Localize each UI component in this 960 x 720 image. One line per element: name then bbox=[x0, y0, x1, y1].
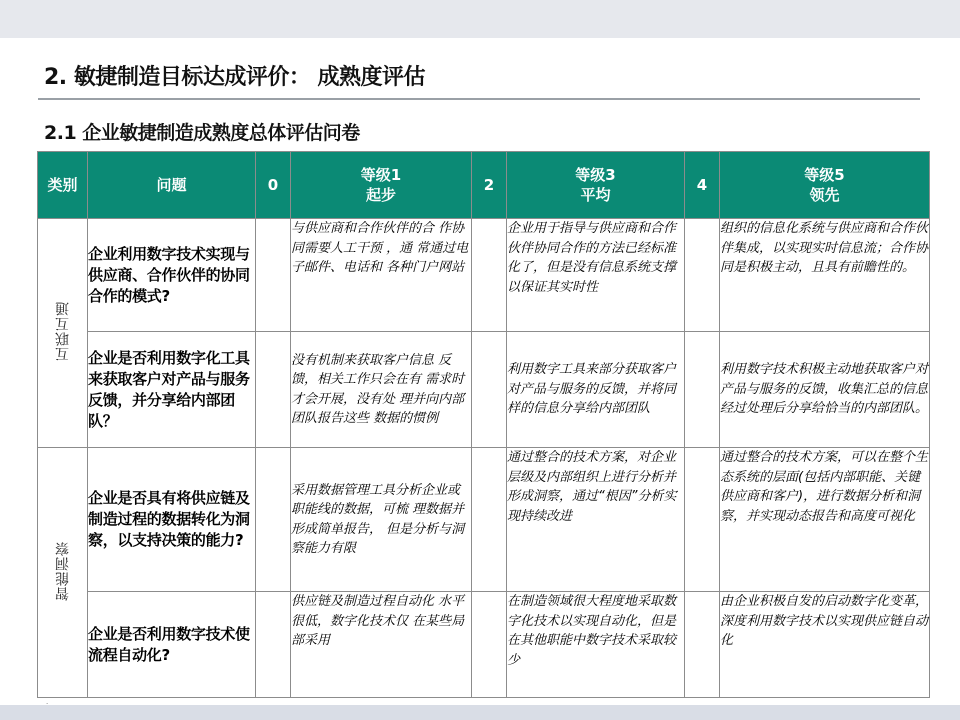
question-cell: 企业是否利用数字技术使流程自动化? bbox=[88, 592, 256, 698]
level-0-cell bbox=[256, 592, 291, 698]
level-2-cell bbox=[472, 332, 507, 448]
level-4-cell bbox=[685, 448, 720, 592]
table-row bbox=[38, 219, 930, 332]
level-0-cell bbox=[256, 332, 291, 448]
level-5-cell: 通过整合的技术方案，可以在整个生态系统的层面(包括内部职能、关键供应商和客户)，进行数据分析和洞察，并实现动态报告和高度可视化 bbox=[720, 448, 930, 592]
table-row bbox=[38, 592, 930, 698]
level-3-cell: 在制造领域很大程度地采取数字化技术以实现自动化，但是在其他职能中数字技术采取较少 bbox=[507, 592, 685, 698]
category-label: 互联互通 bbox=[54, 301, 71, 361]
header-level-5-name: 等级5 bbox=[804, 166, 845, 184]
header-level-1-desc: 起步 bbox=[365, 186, 396, 204]
level-2-cell bbox=[472, 592, 507, 698]
header-level-3 bbox=[507, 152, 685, 219]
question-cell: 企业利用数字技术实现与供应商、合作伙伴的协同合作的模式? bbox=[88, 219, 256, 332]
level-5-cell: 由企业积极自发的启动数字化变革，深度利用数字技术以实现供应链自动化 bbox=[720, 592, 930, 698]
category-cell bbox=[38, 448, 88, 698]
header-category: 类别 bbox=[38, 152, 88, 219]
level-1-cell: 没有机制来获取客户信息 反馈，相关工作只会在有 需求时才会开展，没有处 理并向内部团队报告这些 数据的惯例 bbox=[291, 332, 472, 448]
level-3-cell: 通过整合的技术方案，对企业层级及内部组织上进行分析并形成洞察，通过“根因”分析实现持续改进 bbox=[507, 448, 685, 592]
question-cell: 企业是否具有将供应链及制造过程的数据转化为洞察，以支持决策的能力? bbox=[88, 448, 256, 592]
header-level-5-desc: 领先 bbox=[809, 186, 840, 204]
header-row bbox=[38, 152, 930, 219]
header-level-5 bbox=[720, 152, 930, 219]
header-level-4: 4 bbox=[685, 152, 720, 219]
level-2-cell bbox=[472, 448, 507, 592]
header-level-1-name: 等级1 bbox=[360, 166, 402, 184]
page-title: 2. 敏捷制造目标达成评价： 成熟度评估 bbox=[44, 65, 425, 90]
top-band bbox=[0, 0, 960, 38]
assessment-table bbox=[37, 151, 930, 698]
header-level-0: 0 bbox=[256, 152, 291, 219]
level-4-cell bbox=[685, 592, 720, 698]
level-5-cell: 利用数字技术积极主动地获取客户对产品与服务的反馈，收集汇总的信息经过处理后分享给恰当的内部团队。 bbox=[720, 332, 930, 448]
level-0-cell bbox=[256, 448, 291, 592]
level-1-cell: 与供应商和合作伙伴的合 作协同需要人工干预 ，通 常通过电子邮件、电话和 各种门户网站 bbox=[291, 219, 472, 332]
header-level-3-name: 等级3 bbox=[575, 166, 616, 184]
level-1-cell: 供应链及制造过程自动化 水平很低，数字化技术仅 在某些局部采用 bbox=[291, 592, 472, 698]
level-1-cell: 采用数据管理工具分析企业或职能线的数据，可梳 理数据并形成简单报告， 但是分析与洞察能力有限 bbox=[291, 448, 472, 592]
footer-mark: . bbox=[46, 698, 49, 706]
level-4-cell bbox=[685, 219, 720, 332]
header-level-1 bbox=[291, 152, 472, 219]
section-title: 2.1 企业敏捷制造成熟度总体评估问卷 bbox=[44, 122, 360, 144]
level-3-cell: 企业用于指导与供应商和合作伙伴协同合作的方法已经标准化了，但是没有信息系统支撑以保证其实时性 bbox=[507, 219, 685, 332]
header-question: 问题 bbox=[88, 152, 256, 219]
bottom-band bbox=[0, 705, 960, 720]
level-0-cell bbox=[256, 219, 291, 332]
category-cell bbox=[38, 219, 88, 448]
header-level-2: 2 bbox=[472, 152, 507, 219]
level-5-cell: 组织的信息化系统与供应商和合作伙伴集成，以实现实时信息流；合作协同是积极主动，且具有前瞻性的。 bbox=[720, 219, 930, 332]
level-4-cell bbox=[685, 332, 720, 448]
level-2-cell bbox=[472, 219, 507, 332]
header-level-3-desc: 平均 bbox=[580, 186, 611, 204]
question-cell: 企业是否利用数字化工具来获取客户对产品与服务反馈，并分享给内部团队？ bbox=[88, 332, 256, 448]
table-row bbox=[38, 448, 930, 592]
level-3-cell: 利用数字工具来部分获取客户对产品与服务的反馈，并将同样的信息分享给内部团队 bbox=[507, 332, 685, 448]
title-divider bbox=[38, 98, 920, 100]
table-row bbox=[38, 332, 930, 448]
category-label: 智能洞察 bbox=[54, 540, 71, 601]
